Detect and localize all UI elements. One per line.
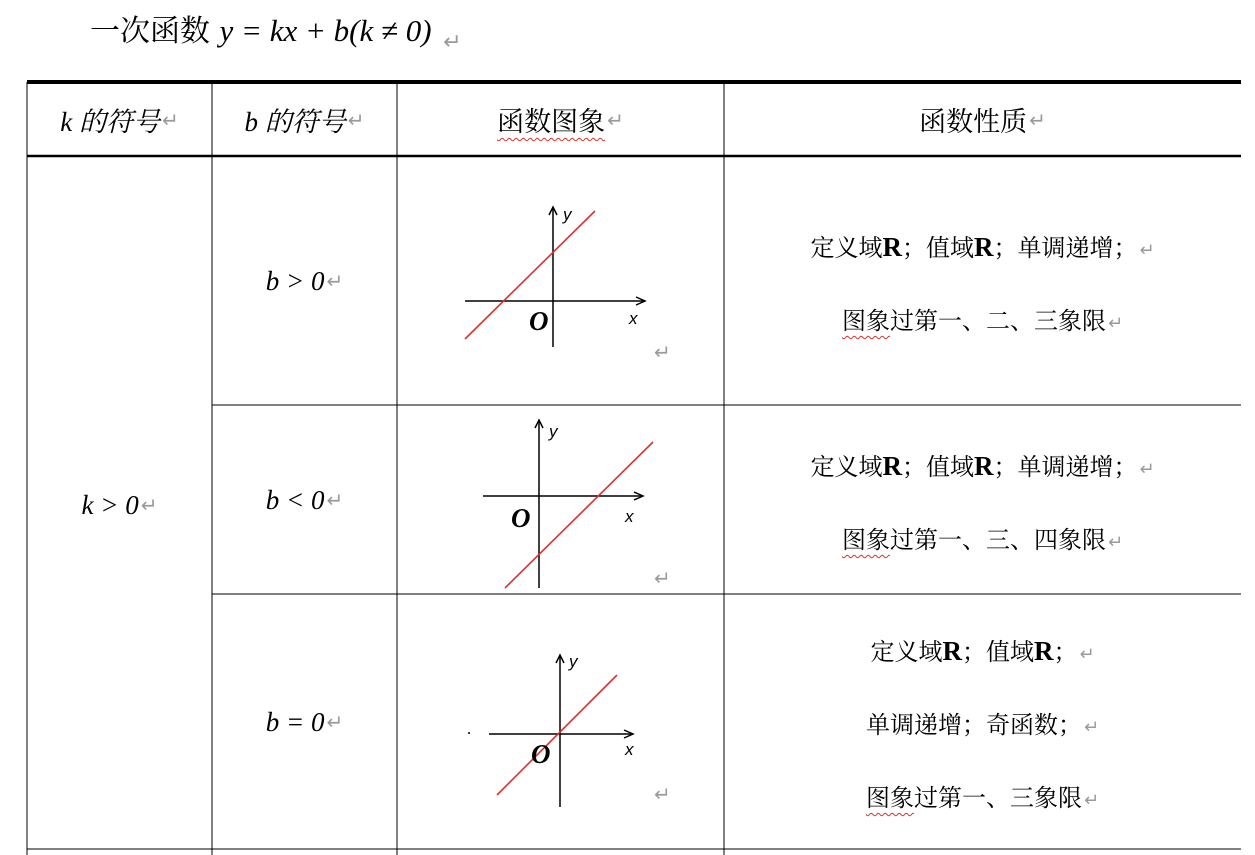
return-mark: ↵ [607, 107, 624, 132]
header-graph [397, 83, 724, 156]
origin-label: O [529, 306, 549, 336]
property-text: 定义域R；值域R；单调递增； [810, 232, 1138, 262]
y-axis-label: y [549, 422, 558, 441]
return-mark: ↵ [1079, 644, 1095, 665]
property-line [724, 690, 1241, 763]
b-sign-value: b > 0 [265, 265, 325, 296]
return-mark: ↵ [326, 710, 344, 734]
x-axis-label: x [629, 309, 638, 328]
property-text: 图象过第一、三象限 [865, 784, 1082, 812]
property-text: 图象过第一、二、三象限 [841, 307, 1106, 335]
return-mark: ↵ [654, 340, 671, 364]
property-line [724, 212, 1241, 286]
return-mark: ↵ [1083, 790, 1100, 811]
return-mark: ↵ [1083, 717, 1100, 738]
heading-text: 一次函数 [90, 14, 210, 49]
property-text: 定义域R；值域R； [870, 636, 1078, 666]
return-mark: ↵ [1139, 459, 1155, 480]
property-text: 定义域R；值域R；单调递增； [810, 451, 1138, 481]
b-sign-value: b = 0 [265, 706, 325, 737]
property-line [724, 431, 1241, 505]
header-properties [724, 83, 1241, 156]
return-mark: ↵ [326, 269, 344, 293]
properties-b-positive [724, 212, 1241, 359]
header-k-sign [27, 83, 212, 156]
x-axis-label: x [625, 740, 634, 759]
return-mark: ↵ [1107, 532, 1124, 553]
origin-label: O [511, 503, 531, 533]
property-line [724, 616, 1241, 690]
property-line [724, 763, 1241, 836]
k-sign-value: k > 0 [81, 489, 139, 520]
y-axis-label: y [563, 205, 572, 224]
property-text: 图象过第一、三、四象限 [841, 526, 1106, 554]
return-mark: ↵ [654, 782, 671, 806]
function-line [497, 675, 617, 795]
property-text: 单调递增；奇函数； [865, 711, 1082, 739]
graph-b-positive [455, 195, 655, 355]
return-mark: ↵ [1139, 240, 1155, 261]
return-mark: ↵ [443, 30, 462, 55]
k-sign-cell [27, 405, 212, 605]
b-sign-cell-positive [212, 157, 397, 405]
return-mark: ↵ [1107, 313, 1124, 334]
return-mark: ↵ [326, 488, 344, 512]
properties-b-zero [724, 616, 1241, 836]
heading-formula: y = kx + b(k ≠ 0) [219, 13, 432, 48]
graph-b-zero [465, 645, 665, 815]
b-sign-cell-negative [212, 406, 397, 594]
b-sign-cell-zero [212, 595, 397, 849]
header-b-sign-label: b 的符号 [244, 107, 346, 137]
b-sign-value: b < 0 [265, 484, 325, 515]
property-line [724, 505, 1241, 578]
return-mark: ↵ [347, 107, 365, 132]
return-mark: ↵ [1029, 107, 1046, 132]
header-graph-label: 函数图象 [497, 107, 606, 138]
return-mark: ↵ [654, 566, 671, 590]
header-properties-label: 函数性质 [919, 107, 1028, 138]
y-axis-label: y [569, 652, 578, 671]
return-mark: ↵ [140, 493, 158, 517]
return-mark: ↵ [161, 107, 179, 132]
origin-label: O [531, 739, 551, 769]
x-axis-label: x [625, 507, 634, 526]
header-k-sign-label: k 的符号 [60, 107, 160, 137]
stray-dot [468, 732, 470, 734]
property-line [724, 286, 1241, 359]
graph-b-negative [475, 412, 675, 592]
properties-b-negative [724, 431, 1241, 578]
header-b-sign [212, 83, 397, 156]
